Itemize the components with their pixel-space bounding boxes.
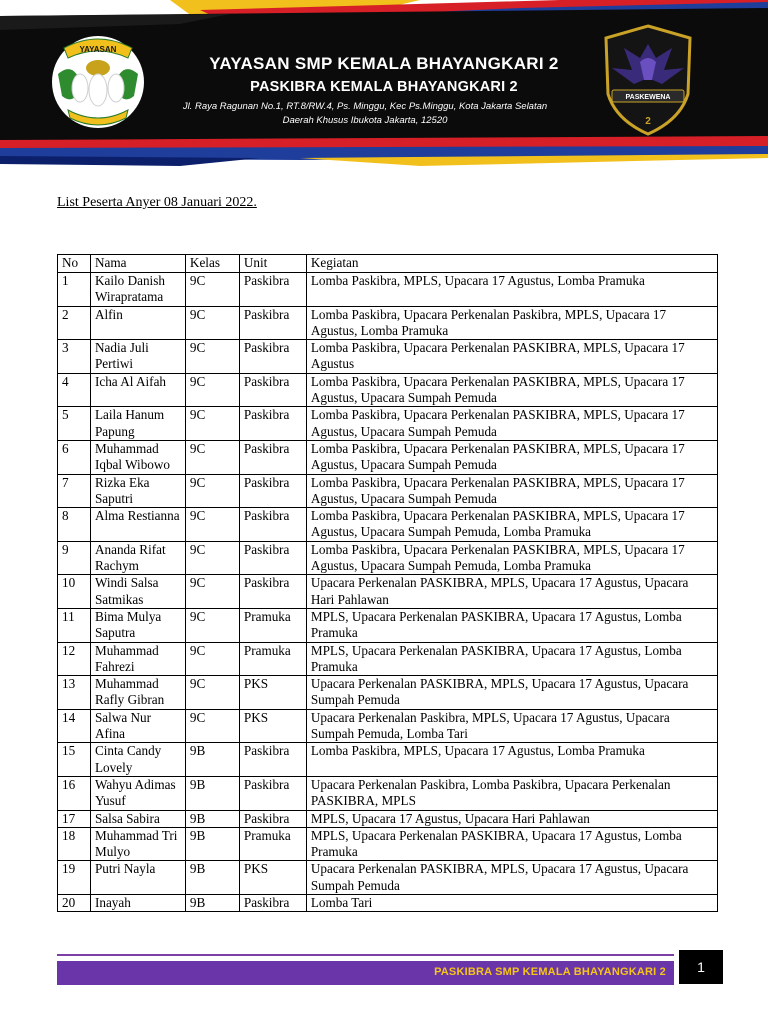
- cell-kegiatan: Lomba Paskibra, MPLS, Upacara 17 Agustus, Lomba Pramuka: [306, 273, 717, 307]
- table-row: [58, 894, 718, 911]
- cell-kelas: 9C: [185, 474, 239, 508]
- cell-no: 20: [58, 894, 91, 911]
- cell-kelas: 9C: [185, 273, 239, 307]
- cell-kelas: 9C: [185, 373, 239, 407]
- cell-nama: Rizka Eka Saputri: [90, 474, 185, 508]
- cell-unit: Pramuka: [239, 827, 306, 861]
- table-row: [58, 373, 718, 407]
- cell-no: 3: [58, 340, 91, 374]
- cell-kegiatan: Upacara Perkenalan Paskibra, Lomba Paskibra, Upacara Perkenalan PASKIBRA, MPLS: [306, 776, 717, 810]
- footer-divider: [57, 954, 674, 956]
- address-line-1: Jl. Raya Ragunan No.1, RT.8/RW.4, Ps. Minggu, Kec Ps.Minggu, Kota Jakarta Selatan: [182, 101, 548, 112]
- cell-kegiatan: Lomba Paskibra, Upacara Perkenalan PASKIBRA, MPLS, Upacara 17 Agustus, Upacara Sumpah Pemuda: [306, 407, 717, 441]
- cell-unit: Pramuka: [239, 642, 306, 676]
- cell-unit: Paskibra: [239, 776, 306, 810]
- cell-kegiatan: MPLS, Upacara Perkenalan PASKIBRA, Upacara 17 Agustus, Lomba Pramuka: [306, 827, 717, 861]
- cell-kelas: 9C: [185, 508, 239, 542]
- column-header-kegiatan: Kegiatan: [306, 255, 717, 273]
- cell-kelas: 9C: [185, 340, 239, 374]
- cell-nama: Ananda Rifat Rachym: [90, 541, 185, 575]
- participant-table: [57, 254, 718, 912]
- table-row: [58, 541, 718, 575]
- cell-no: 5: [58, 407, 91, 441]
- cell-no: 12: [58, 642, 91, 676]
- cell-kelas: 9C: [185, 440, 239, 474]
- cell-unit: PKS: [239, 676, 306, 710]
- cell-no: 7: [58, 474, 91, 508]
- table-row: [58, 273, 718, 307]
- cell-kegiatan: Lomba Paskibra, Upacara Perkenalan Paskibra, MPLS, Upacara 17 Agustus, Lomba Pramuka: [306, 306, 717, 340]
- table-row: [58, 440, 718, 474]
- cell-kegiatan: Lomba Paskibra, Upacara Perkenalan PASKIBRA, MPLS, Upacara 17 Agustus, Upacara Sumpah Pemuda, Lomba Pramuka: [306, 508, 717, 542]
- table-body: [58, 273, 718, 912]
- cell-kegiatan: Upacara Perkenalan PASKIBRA, MPLS, Upacara 17 Agustus, Upacara Sumpah Pemuda: [306, 676, 717, 710]
- cell-nama: Salwa Nur Afina: [90, 709, 185, 743]
- cell-nama: Putri Nayla: [90, 861, 185, 895]
- cell-no: 9: [58, 541, 91, 575]
- cell-unit: Paskibra: [239, 306, 306, 340]
- cell-unit: Paskibra: [239, 373, 306, 407]
- cell-nama: Kailo Danish Wirapratama: [90, 273, 185, 307]
- column-header-unit: Unit: [239, 255, 306, 273]
- cell-no: 18: [58, 827, 91, 861]
- cell-kegiatan: Lomba Paskibra, Upacara Perkenalan PASKIBRA, MPLS, Upacara 17 Agustus, Upacara Sumpah Pemuda: [306, 474, 717, 508]
- table-row: [58, 608, 718, 642]
- table-row: [58, 642, 718, 676]
- cell-nama: Nadia Juli Pertiwi: [90, 340, 185, 374]
- cell-no: 15: [58, 743, 91, 777]
- table-row: [58, 407, 718, 441]
- column-header-nama: Nama: [90, 255, 185, 273]
- cell-kegiatan: Lomba Paskibra, MPLS, Upacara 17 Agustus, Lomba Pramuka: [306, 743, 717, 777]
- cell-kegiatan: Lomba Paskibra, Upacara Perkenalan PASKIBRA, MPLS, Upacara 17 Agustus, Upacara Sumpah Pemuda: [306, 373, 717, 407]
- cell-no: 14: [58, 709, 91, 743]
- school-name: YAYASAN SMP KEMALA BHAYANGKARI 2: [209, 54, 559, 73]
- address-line-2: Daerah Khusus Ibukota Jakarta, 12520: [282, 115, 448, 126]
- cell-unit: Paskibra: [239, 474, 306, 508]
- cell-kelas: 9C: [185, 306, 239, 340]
- paskibra-emblem-icon: [600, 24, 696, 136]
- cell-nama: Windi Salsa Satmikas: [90, 575, 185, 609]
- cell-kegiatan: Upacara Perkenalan Paskibra, MPLS, Upacara 17 Agustus, Upacara Sumpah Pemuda, Lomba Tari: [306, 709, 717, 743]
- cell-no: 4: [58, 373, 91, 407]
- cell-nama: Muhammad Fahrezi: [90, 642, 185, 676]
- cell-no: 6: [58, 440, 91, 474]
- cell-nama: Bima Mulya Saputra: [90, 608, 185, 642]
- cell-unit: Paskibra: [239, 508, 306, 542]
- table-row: [58, 776, 718, 810]
- cell-kelas: 9B: [185, 810, 239, 827]
- table-row: [58, 306, 718, 340]
- cell-nama: Muhammad Iqbal Wibowo: [90, 440, 185, 474]
- cell-nama: Wahyu Adimas Yusuf: [90, 776, 185, 810]
- table-row: [58, 508, 718, 542]
- cell-nama: Muhammad Tri Mulyo: [90, 827, 185, 861]
- cell-no: 19: [58, 861, 91, 895]
- footer-bar: [57, 961, 674, 985]
- table-header-row: [58, 255, 718, 273]
- column-header-no: No: [58, 255, 91, 273]
- cell-no: 11: [58, 608, 91, 642]
- cell-kegiatan: Lomba Paskibra, Upacara Perkenalan PASKIBRA, MPLS, Upacara 17 Agustus, Upacara Sumpah Pemuda, Lomba Pramuka: [306, 541, 717, 575]
- cell-nama: Icha Al Aifah: [90, 373, 185, 407]
- table-row: [58, 827, 718, 861]
- cell-kelas: 9B: [185, 776, 239, 810]
- cell-nama: Inayah: [90, 894, 185, 911]
- cell-kelas: 9B: [185, 894, 239, 911]
- cell-no: 8: [58, 508, 91, 542]
- cell-kegiatan: Upacara Perkenalan PASKIBRA, MPLS, Upacara 17 Agustus, Upacara Sumpah Pemuda: [306, 861, 717, 895]
- cell-kelas: 9C: [185, 676, 239, 710]
- cell-kelas: 9C: [185, 575, 239, 609]
- table-row: [58, 340, 718, 374]
- cell-no: 17: [58, 810, 91, 827]
- cell-unit: Paskibra: [239, 575, 306, 609]
- cell-kegiatan: Lomba Tari: [306, 894, 717, 911]
- cell-unit: Paskibra: [239, 541, 306, 575]
- table-row: [58, 709, 718, 743]
- footer-label: PASKIBRA SMP KEMALA BHAYANGKARI 2: [434, 966, 666, 978]
- cell-no: 10: [58, 575, 91, 609]
- cell-no: 16: [58, 776, 91, 810]
- cell-unit: PKS: [239, 709, 306, 743]
- cell-kelas: 9C: [185, 541, 239, 575]
- cell-no: 2: [58, 306, 91, 340]
- table-row: [58, 861, 718, 895]
- table-row: [58, 474, 718, 508]
- cell-kelas: 9C: [185, 407, 239, 441]
- cell-kegiatan: MPLS, Upacara Perkenalan PASKIBRA, Upacara 17 Agustus, Lomba Pramuka: [306, 608, 717, 642]
- cell-kelas: 9B: [185, 743, 239, 777]
- table-row: [58, 676, 718, 710]
- letterhead: [0, 0, 768, 175]
- cell-kegiatan: Lomba Paskibra, Upacara Perkenalan PASKIBRA, MPLS, Upacara 17 Agustus, Upacara Sumpah Pemuda: [306, 440, 717, 474]
- cell-kelas: 9C: [185, 709, 239, 743]
- cell-kegiatan: MPLS, Upacara Perkenalan PASKIBRA, Upacara 17 Agustus, Lomba Pramuka: [306, 642, 717, 676]
- cell-kegiatan: Lomba Paskibra, Upacara Perkenalan PASKIBRA, MPLS, Upacara 17 Agustus: [306, 340, 717, 374]
- cell-nama: Laila Hanum Papung: [90, 407, 185, 441]
- cell-unit: Paskibra: [239, 440, 306, 474]
- cell-unit: Pramuka: [239, 608, 306, 642]
- table-row: [58, 743, 718, 777]
- table-row: [58, 575, 718, 609]
- cell-no: 13: [58, 676, 91, 710]
- cell-unit: Paskibra: [239, 743, 306, 777]
- emblem-number: 2: [645, 116, 651, 127]
- cell-kegiatan: MPLS, Upacara 17 Agustus, Upacara Hari Pahlawan: [306, 810, 717, 827]
- cell-unit: Paskibra: [239, 273, 306, 307]
- page-number: 1: [679, 950, 723, 984]
- column-header-kelas: Kelas: [185, 255, 239, 273]
- table-row: [58, 810, 718, 827]
- cell-kelas: 9C: [185, 642, 239, 676]
- cell-nama: Alfin: [90, 306, 185, 340]
- cell-unit: Paskibra: [239, 810, 306, 827]
- cell-nama: Muhammad Rafly Gibran: [90, 676, 185, 710]
- cell-unit: PKS: [239, 861, 306, 895]
- cell-unit: Paskibra: [239, 340, 306, 374]
- cell-unit: Paskibra: [239, 407, 306, 441]
- cell-kegiatan: Upacara Perkenalan PASKIBRA, MPLS, Upacara 17 Agustus, Upacara Hari Pahlawan: [306, 575, 717, 609]
- cell-kelas: 9B: [185, 827, 239, 861]
- organization-name: PASKIBRA KEMALA BHAYANGKARI 2: [250, 79, 518, 95]
- cell-nama: Cinta Candy Lovely: [90, 743, 185, 777]
- cell-kelas: 9B: [185, 861, 239, 895]
- cell-nama: Alma Restianna: [90, 508, 185, 542]
- cell-nama: Salsa Sabira: [90, 810, 185, 827]
- cell-kelas: 9C: [185, 608, 239, 642]
- cell-no: 1: [58, 273, 91, 307]
- emblem-text: PASKEWENA: [625, 94, 671, 101]
- document-heading: List Peserta Anyer 08 Januari 2022.: [57, 195, 257, 210]
- logo-left-text: YAYASAN: [79, 45, 117, 54]
- cell-unit: Paskibra: [239, 894, 306, 911]
